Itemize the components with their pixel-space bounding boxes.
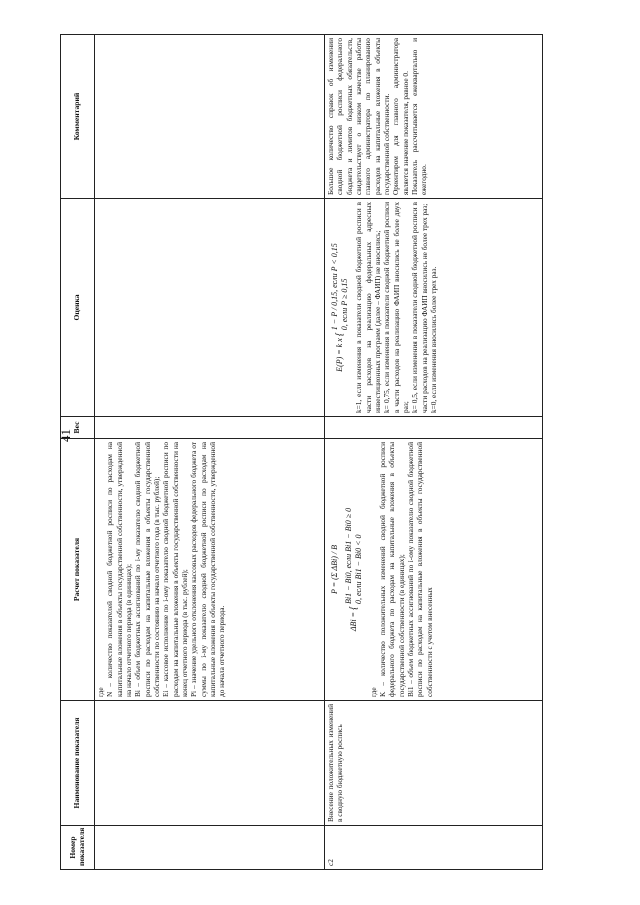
prev-calc-line: Pi – значение удельного отклонения кассовых расходов федерального бюджета от суммы по i-му показателю сводной бюджетной росписи по расходам на капитальные вложения в объекты государственной собственности, утвержденной до начала отчетного периода. xyxy=(189,442,227,697)
page-number: 41 xyxy=(58,429,73,442)
row-comment-cell xyxy=(325,35,543,199)
prev-calc-line: Bi – объем бюджетных ассигнований по i-му показателю сводной бюджетной росписи по расходам на капитальные вложения в объекты государственной собственности по состоянию на начало отчетного года (в тыс. рублей); xyxy=(133,442,161,697)
prev-score-cell xyxy=(95,199,325,417)
formula-delta-b: ΔBi = { Bi1 − Bi0, если Bi1 − Bi0 ≥ 0 0, если Bi1 − Bi0 < 0 xyxy=(344,507,364,632)
comment-line: Ориентиром для главного администратора является значение показателя, равное 0. xyxy=(391,38,410,195)
table-row-previous xyxy=(95,35,325,870)
row-number-cell: c2 xyxy=(325,826,543,870)
col-calc-header: Расчет показателя xyxy=(61,439,95,701)
table-row-c2 xyxy=(325,35,543,870)
indicator-table-sheet xyxy=(60,35,543,870)
prev-weight-cell xyxy=(95,417,325,439)
comment-line: Большое количество справок об изменении сводной бюджетной росписи федерального бюджета и лимитов бюджетных обязательств, свидетельствует о низком качестве работы главного администратора по планированию расходов на капитальные вложения в объекты государственной собственности. xyxy=(326,38,391,195)
formula-score: E(P) = k x { 1 − P / 0,15, если P < 0,15 0, если P ≥ 0,15 xyxy=(330,243,350,372)
col-comment-header: Комментарий xyxy=(61,35,95,199)
prev-number-cell xyxy=(95,826,325,870)
col-score-header: Оценка xyxy=(61,199,95,417)
prev-name-cell xyxy=(95,701,325,826)
col-weight-header: Вес xyxy=(61,417,95,439)
calc-line: K – количество положительных изменений сводной бюджетной росписи федерального бюджета по расходам на капитальные вложения в объекты государственной собственности (в единицах); xyxy=(378,442,406,697)
indicator-table xyxy=(60,34,543,870)
row-score-cell xyxy=(325,199,543,417)
prev-comment-cell xyxy=(95,35,325,199)
calc-line: где xyxy=(368,687,378,697)
formula-p: P = (Σ ΔBi) / B xyxy=(330,545,339,594)
row-weight-cell xyxy=(325,417,543,439)
prev-calc-line: Ei – кассовое исполнение по i-ому показателю сводной бюджетной росписи по расходам на капитальные вложения в объекты государственной собственности на конец отчетного периода (в тыс. рублей); xyxy=(161,442,189,697)
score-line: k=0, если изменения вносились более трех раз. xyxy=(429,266,439,413)
score-line: k= 0,75, если изменения в показатели сводной бюджетной росписи в части расходов на реализацию ФАИП вносились не более двух раз; xyxy=(382,202,411,413)
col-number-header: Номер показателя xyxy=(61,826,95,870)
score-line: k= 0,5, если изменения в показатели сводной бюджетной росписи в части расходов на реализацию ФАИП вносились не более трех раз; xyxy=(410,202,429,413)
prev-calc-cell xyxy=(95,439,325,701)
prev-calc-line: N – количество показателей сводной бюджетной росписи по расходам на капитальные вложения в объекты государственной собственности, утвержденной на начало отчетного периода (в единицах); xyxy=(105,442,133,697)
comment-line: Показатель рассчитывается ежеквартально и ежегодно. xyxy=(409,38,429,195)
prev-calc-line: где xyxy=(96,687,105,697)
col-name-header: Наименование показателя xyxy=(61,701,95,826)
header-row xyxy=(61,35,95,870)
score-line: k=1, если изменения в показатели сводной бюджетной росписи в части расходов на реализацию федеральных адресных инвестиционных программ (далее – ФАИП) не вносились; xyxy=(354,202,383,413)
row-calc-cell xyxy=(325,439,543,701)
row-name-cell: Внесение положительных изменений в сводную бюджетную роспись xyxy=(325,701,543,826)
calc-line: Bi1 – объем бюджетных ассигнований по i-ому показателю сводной бюджетной росписи по расходам на капитальные вложения в объекты государственной собственности с учетом внесенных xyxy=(406,442,434,697)
